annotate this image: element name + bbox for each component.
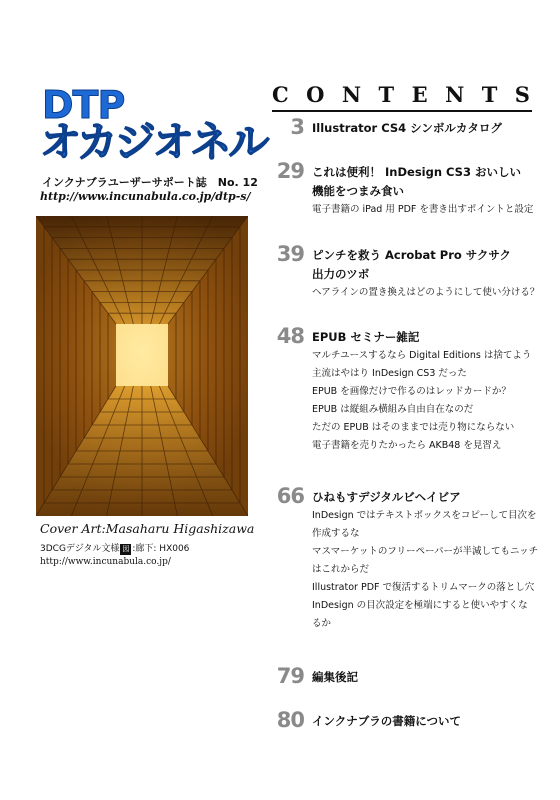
entry-subtitle-line: るか <box>312 618 332 629</box>
entry-title-line: 出力のツボ <box>312 267 370 281</box>
page-number: 39 <box>276 242 304 266</box>
page-number: 3 <box>290 115 304 139</box>
entry-subtitle-line: ただの EPUB はそのままでは売り物にならない <box>312 422 515 433</box>
entry-subtitle-line: 電子書籍を売りたかったら AKB48 を見習え <box>312 440 502 451</box>
entry-subtitle-line: はこれからだ <box>312 564 370 575</box>
entry-subtitle-line: 作成するな <box>312 528 360 539</box>
cover-description: 3DCGデジタル文様 図 :廊下: HX006 <box>40 544 190 554</box>
page-number: 80 <box>276 708 304 732</box>
contents-heading-letter: S <box>514 82 530 107</box>
entry-subtitle-line: InDesign ではテキストボックスをコピーして目次を <box>312 510 537 521</box>
contents-heading-letter: N <box>445 82 465 107</box>
entry-subtitle-line: 電子書籍の iPad 用 PDF を書き出すポイントと設定 <box>312 204 534 215</box>
entry-subtitle-line: 主流はやはり InDesign CS3 だった <box>312 368 467 379</box>
contents-divider <box>272 110 532 112</box>
contents-heading-letter: T <box>378 82 395 107</box>
magazine-logo-dtp: DTP <box>42 83 125 127</box>
entry-subtitle-line: ヘアラインの置き換えはどのようにして使い分ける？ <box>312 287 540 298</box>
entry-subtitle-line: マルチユースするなら Digital Editions は捨てよう <box>312 350 532 361</box>
page-number: 66 <box>276 484 304 508</box>
contents-heading-letter: N <box>341 82 362 107</box>
cover-url: http://www.incunabula.co.jp/ <box>40 557 171 567</box>
page-number: 29 <box>276 159 304 183</box>
contents-heading-letter: E <box>411 82 428 107</box>
entry-subtitle-line: EPUB は縦組み横組み自由自在なのだ <box>312 404 474 415</box>
entry-subtitle-line: InDesign の目次設定を極端にすると使いやすくな <box>312 600 528 611</box>
entry-subtitle-line: マスマーケットのフリーペーパーが半減してもニッチ <box>312 546 539 557</box>
entry-title-line: インクナブラの書籍について <box>312 714 462 728</box>
cover-image <box>36 216 248 516</box>
magazine-url: http://www.incunabula.co.jp/dtp-s/ <box>40 190 251 203</box>
magazine-logo-title: オカジオネル <box>40 118 267 166</box>
magazine-tagline: インクナブラユーザーサポート誌 No. 12 <box>42 176 258 189</box>
contents-heading <box>272 84 530 105</box>
entry-title-line: ひねもすデジタルビヘイビア <box>312 490 461 504</box>
entry-title-line: 編集後記 <box>312 670 358 684</box>
cover-credit: Cover Art:Masaharu Higashizawa <box>40 521 255 536</box>
entry-title-line: 機能をつまみ食い <box>312 184 404 198</box>
contents-heading-letter: T <box>481 82 498 107</box>
entry-title-line: これは便利！ InDesign CS3 おいしい <box>312 165 521 179</box>
entry-subtitle-line: Illustrator PDF で復活するトリムマークの落とし穴 <box>312 582 535 593</box>
contents-heading-letter: C <box>272 82 289 107</box>
page-number: 79 <box>276 664 304 688</box>
entry-title-line: Illustrator CS4 シンボルカタログ <box>312 121 502 135</box>
boxed-glyph: 図 <box>122 545 130 553</box>
page-number: 48 <box>276 324 304 348</box>
entry-title-line: EPUB セミナー雑記 <box>312 330 420 344</box>
entry-subtitle-line: EPUB を画像だけで作るのはレッドカードか？ <box>312 386 511 397</box>
contents-heading-letter: O <box>306 82 325 107</box>
entry-title-line: ピンチを救う Acrobat Pro サクサク <box>312 248 511 262</box>
